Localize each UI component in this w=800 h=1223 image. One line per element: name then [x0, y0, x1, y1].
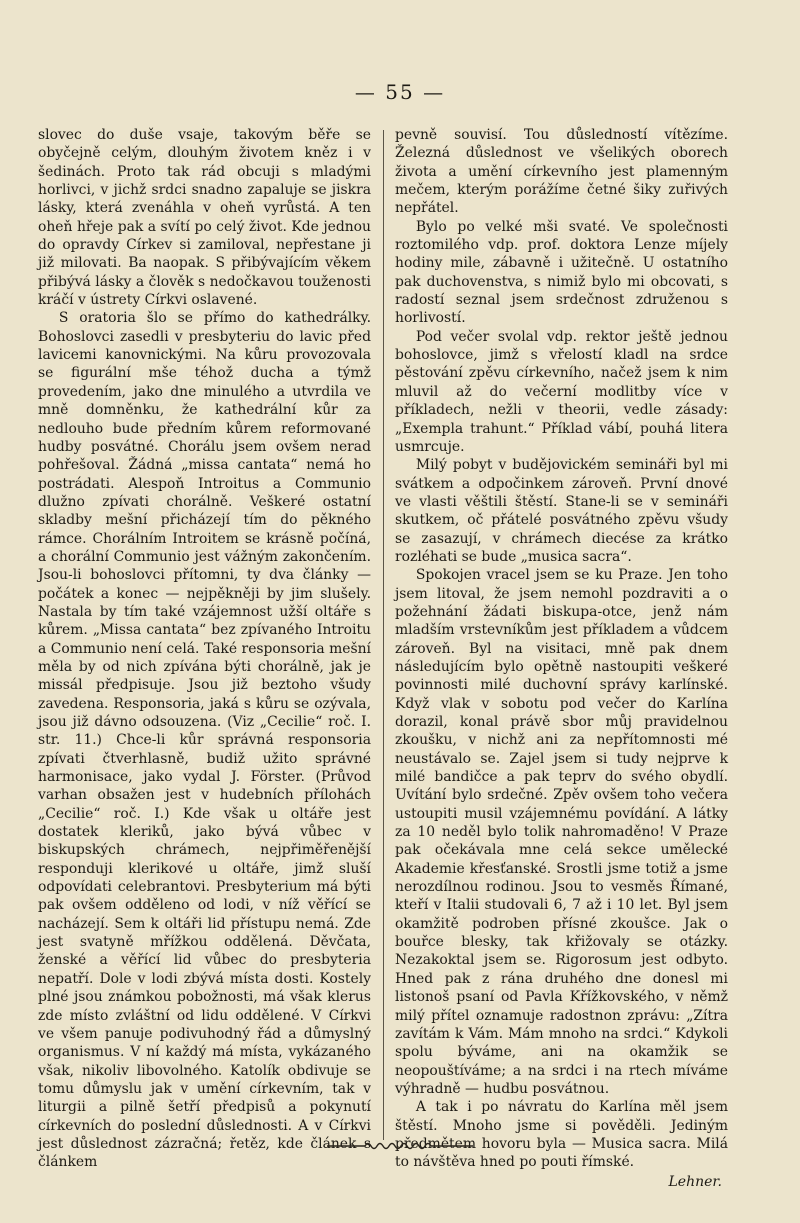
paragraph: Bylo po velké mši svaté. Ve společnosti roztomilého vdp. prof. doktora Lenze míjely hodiny mile, zábavně i užitečně. U ostatního pak duchovenstva, s nimiž bylo mi obcovati, s radostí seznal jsem srdečnost združenou s horlivostí. [395, 218, 728, 327]
end-ornament [0, 1138, 800, 1158]
page-number: — 55 — [354, 80, 446, 104]
squiggle-ornament-icon [325, 1139, 475, 1153]
paragraph: slovec do duše vsaje, takovým běře se obyčejně celým, dlouhým životem kněz i v šedinách. Proto tak rád obcuji s mladými horlivci, v jichž srdci snadno zapaluje se jiskra lásky, která zvenáhla v oheň vyrůstá. A ten oheň hřeje pak a svítí po celý život. Kde jednou do opravdy Církev si zamiloval, nepřestane ji již milovati. Ba naopak. S přibývajícím věkem přibývá lásky a člověk s nedočkavou touženosti kráčí v ústrety Církvi oslavené. [38, 127, 371, 309]
paragraph: pevně souvisí. Tou důsledností vítězíme. Železná důslednost ve všelikých oborech života a umění církevního jest plamenným mečem, kterým porážíme četné šiky zuřivých nepřátel. [395, 127, 728, 217]
paragraph: S oratoria šlo se přímo do kathedrálky. Bohoslovci zasedli v presbyteriu do lavic před lavicemi kanovnickými. Na kůru provozovala se figurální mše téhož ducha a týmž provedením, jako dne minulého a utvrdila ve mně domněnku, že kathedrální kůr za nedlouho bude předním kůrem reformované hudby posvátné. Chorálu jsem ovšem nerad pohřešoval. Žádná „missa cantata“ nemá ho postrádati. Alespoň Introitus a Communio dlužno zpívati chorálně. Veškeré ostatní skladby mešní přicházejí tím do pěkného rámce. Chorálním Introitem se krásně počíná, a chorální Communio jest vážným zakončením. Jsou-li bohoslovci přítomni, ty dva články — počátek a konec — nejpěkněji by jim slušely. Nastala by tím také vzájemnost užší oltáře s kůrem. „Missa cantata“ bez zpívaného Introitu a Communio není celá. Také responsoria mešní měla by od nich zpívána býti chorálně, jak je missál předpisuje. Jsou již beztoho všudy zavedena. Responsoria, jaká s kůru se ozývala, jsou již dávno odsouzena. (Viz „Cecilie“ roč. I. str. 11.) Chce-li kůr správná responsoria zpívati čtverhlasně, budiž užito správné harmonisace, jako vydal J. Förster. (Průvod varhan obsažen jest v hudebních přílohách „Cecilie“ roč. I.) Kde však u oltáře jest dostatek kleriků, jako bývá vůbec v biskupských chrámech, nejpřiměřenější responduji klerikové u oltáře, jimž sluší odpovídati celebrantovi. Presbyterium má býti pak ovšem odděleno od lodi, v níž věřící se nacházejí. Sem k oltáři lid přístupu nemá. Zde jest svatyně mřížkou oddělená. Děvčata, ženské a věřící lid vůbec do presbyteria nepatří. Dole v lodi zbývá místa dosti. Kostely plné jsou známkou pobožnosti, má však klerus zde místo zvláštní od lidu oddělené. V Církvi ve všem panuje podivuhodný řád a důmyslný organismus. V ní každý má místa, vykázaného však, nikoliv libovolného. Katolík obdivuje se tomu důmyslu jak v umění církevním, tak v liturgii a pilně šetří předpisů a pokynutí církevních do poslední důslednosti. A v Církvi jest důslednost zázračná; řetěz, kde článek s článkem [38, 310, 371, 1171]
paragraph: A tak i po návratu do Karlína měl jsem štěstí. Mnoho jsme si pověděli. Jediným předmětem hovoru byla — Musica sacra. Milá to návštěva hned po pouti římské. [395, 1099, 728, 1171]
article-body [38, 126, 728, 1192]
author-signature: Lehner. [668, 1173, 722, 1190]
paragraph: Milý pobyt v budějovickém semináři byl mi svátkem a odpočinkem zároveň. První dnové ve vlasti věštili štěstí. Stane-li se v semináři skutkem, oč přátelé posvátného zpěvu všudy se zasazují, v chrámech diecése za krátko rozléhati se bude „musica sacra“. [395, 457, 728, 565]
paragraph: Spokojen vracel jsem se ku Praze. Jen toho jsem litoval, že jsem nemohl pozdraviti a o požehnání žádati biskupa-otce, jenž nám mladším vrstevníkům jest příkladem a vůdcem zároveň. Byl na visitaci, mně pak dnem následujícím bylo opětně nastoupiti veškeré povinnosti milé duchovní správy karlínské. Když vlak v sobotu pod večer do Karlína dorazil, konal právě sbor můj pravidelnou zkoušku, v nichž ani za nepřítomnosti mé neustávalo se. Zajel jsem si tudy nejprve k milé bandičce a pak teprv do svého obydlí. Uvítání bylo srdečné. Zpěv ovšem toho večera ustoupiti musil vzájemnému povídání. A látky za 10 neděl bylo tolik nahromaděno! V Praze pak očekávala mne celá sekce umělecké Akademie křesťanské. Srostli jsme totiž a jsme nerozdílnou rodinou. Jsou to vesměs Římané, kteří v Italii studovali 6, 7 až i 10 let. Byl jsem okamžitě podroben přísné zkoušce. Jak o bouřce blesky, tak křižovaly se otázky. Nezakoktal jsem se. Rigorosum jest odbyto. Hned pak z rána druhého dne donesl mi listonoš psaní od Pavla Křížkovského, v němž milý přítel oznamuje radostnon zprávu: „Zítra zavítám k Vám. Mám mnoho na srdci.“ Kdykoli spolu býváme, ani na okamžik se neopouštíváme; a na srdci i na rtech míváme výhradně — hudbu posvátnou. [395, 567, 728, 1097]
left-column [38, 126, 371, 1192]
right-column [395, 126, 728, 1192]
paragraph: Pod večer svolal vdp. rektor ještě jednou bohoslovce, jimž s vřelostí kladl na srdce pěstování zpěvu církevního, načež jsem k nim mluvil až do večerní modlitby více v příkladech, nežli v theorii, vedle zásady: „Exempla trahunt.“ Příklad vábí, pouhá litera usmrcuje. [395, 328, 728, 455]
